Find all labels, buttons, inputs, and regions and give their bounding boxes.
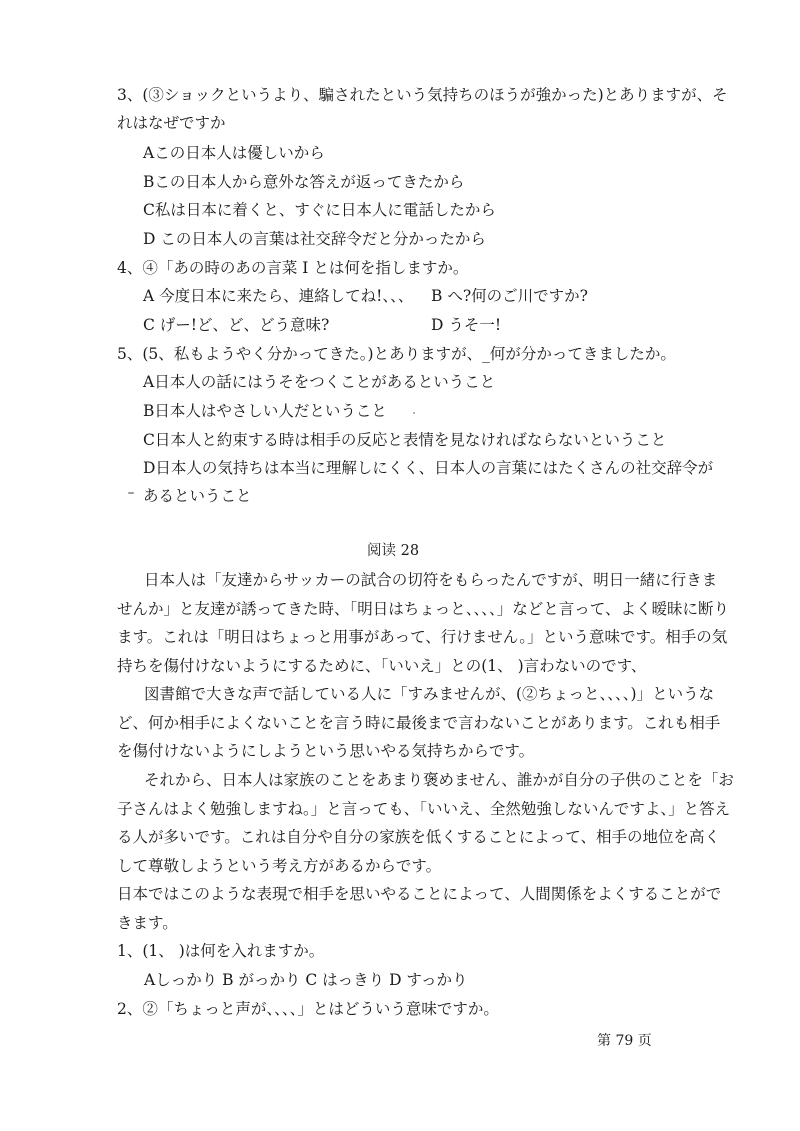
question-3-option-a: Aこの日本人は優しいから	[143, 144, 325, 162]
reading-question-2-stem: 2、②「ちょっと声が、、、、」とはどういう意味ですか。	[117, 1000, 499, 1018]
question-5-option-d-line-1: D日本人の気持ちは本当に理解しにくく、日本人の言葉にはたくさんの社交辞令が	[143, 459, 714, 477]
paragraph-3-line-4: して尊敬しようという考え方があるからです。	[117, 857, 442, 875]
paragraph-1-line-2: せんか」と友達が誘ってきた時、「明日はちょっと、、、、」などと言って、よく暧昧に断り	[117, 600, 729, 618]
paragraph-2-line-3: を傷付けないようにしようという思いやる気持ちからです。	[117, 742, 535, 760]
reading-title: 阅读 28	[367, 543, 420, 559]
question-3-option-c: C私は日本に着くと、すぐに日本人に電話したから	[143, 201, 496, 219]
question-5-stem: 5、(5、私もようやく分かってきた。)とありますが、_何が分かってきましたか。	[117, 345, 676, 363]
question-5-option-a: A日本人の話にはうそをつくことがあるということ	[143, 373, 496, 391]
paragraph-1-line-3: ます。これは「明日はちょっと用事があって、行けません。」という意味です。相手の気	[117, 628, 728, 646]
reading-question-1-options: Aしっかり B がっかり C はっきり D すっかり	[144, 971, 468, 989]
question-5-option-d-line-2: あるということ	[143, 487, 252, 505]
page-number: 第 79 页	[597, 1033, 652, 1049]
question-3-option-b: Bこの日本人から意外な答えが返ってきたから	[143, 173, 465, 191]
question-5-option-b: B日本人はやさしい人だということ	[143, 402, 387, 420]
paragraph-1-line-4: 持ちを傷付けないようにするために、「いいえ」との(1、 )言わないのです、	[117, 657, 647, 675]
paragraph-3-line-3: る人が多いです。これは自分や自分の家族を低くすることによって、相手の地位を高く	[117, 828, 720, 846]
question-3-line-2: れはなぜですか	[117, 114, 226, 132]
question-5-option-c: C日本人と約束する時は相手の反応と表情を見なければならないということ	[143, 431, 667, 449]
paragraph-1-line-1: 日本人は「友達からサッカーの試合の切符をもらったんですが、明日一緒に行きま	[144, 571, 718, 589]
paragraph-4-line-1: 日本ではこのような表現で相手を思いやることによって、人間関係をよくすることがで	[117, 885, 722, 903]
question-4-option-c: C げー!ど、ど、どう意味?	[143, 316, 330, 334]
paragraph-2-line-1: 図書館で大きな声で話している人に「すみませんが、(②ちょっと、、、、)」というな	[144, 685, 715, 703]
scan-speck	[413, 412, 415, 414]
question-4-option-a: A 今度日本に来たら、連絡してね!、、、	[143, 287, 414, 305]
paragraph-3-line-2: 子さんはよく勉強しますね。」と言っても、「いいえ、全然勉強しないんですよ、」と答え	[117, 800, 731, 818]
question-4-option-b: B へ?何のご川ですか?	[431, 287, 588, 305]
question-3-option-d: D この日本人の言葉は社交辞令だと分かったから	[143, 230, 486, 248]
paragraph-3-line-1: それから、日本人は家族のことをあまり褒めません、誰かが自分の子供のことを「お	[144, 771, 734, 789]
question-4-stem: 4、④「あの時のあの言菜 I とは何を指しますか。	[117, 259, 469, 277]
reading-question-1-stem: 1、(1、 )は何を入れますか。	[117, 942, 325, 960]
question-4-option-d: D うそ一!	[431, 316, 502, 334]
scan-speck	[128, 492, 134, 494]
question-3-line-1: 3、(③ショックというより、騙されたという気持ちのほうが強かった)とありますが、そ	[117, 86, 728, 104]
paragraph-2-line-2: ど、何か相手によくないことを言う時に最後まで言わないことがあります。これも相手	[117, 714, 721, 732]
paragraph-4-line-2: きます。	[117, 914, 178, 932]
